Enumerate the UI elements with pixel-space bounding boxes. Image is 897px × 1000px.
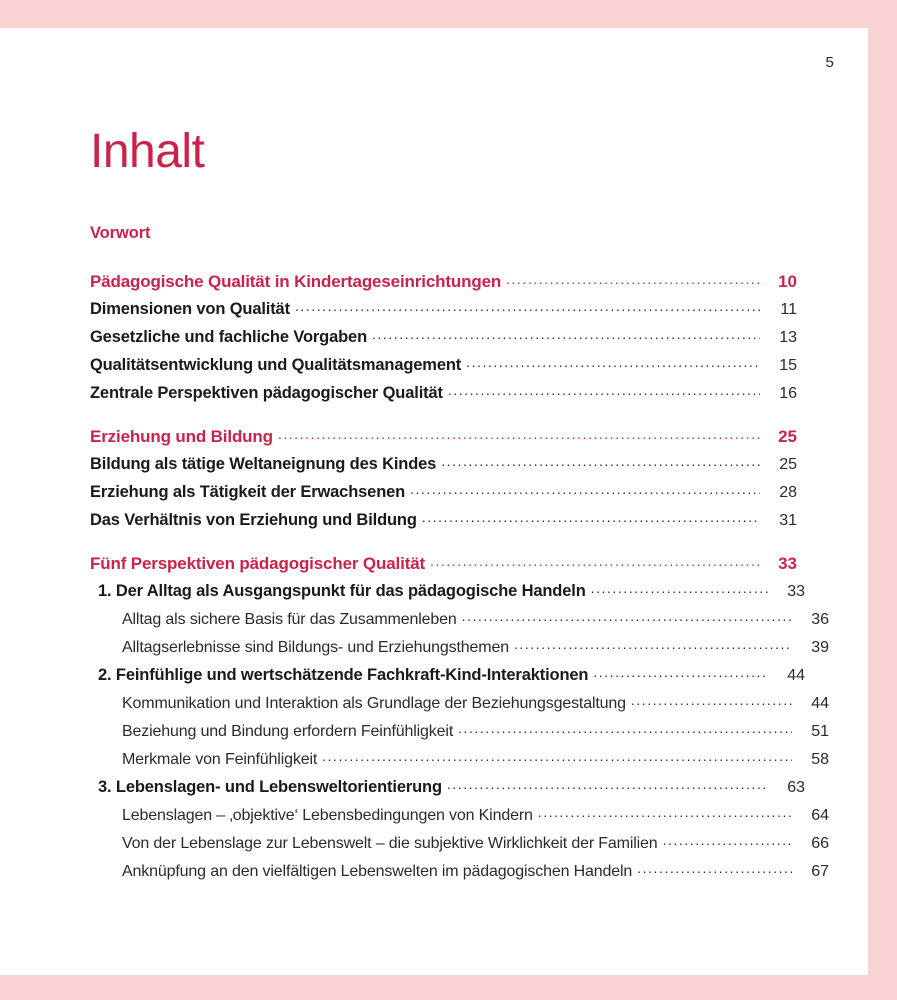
toc-entry[interactable]	[90, 748, 829, 768]
page-frame-bottom-band	[0, 975, 897, 1000]
toc-entry-page-number: 66	[811, 835, 829, 852]
toc-entry-label: Fünf Perspektiven pädagogischer Qualität	[90, 554, 426, 573]
toc-entry[interactable]	[90, 580, 805, 600]
toc-entry-label: Von der Lebenslage zur Lebenswelt – die subjektive Wirklichkeit der Familien	[122, 835, 658, 852]
toc-entry-page-number: 63	[787, 779, 805, 796]
toc-entry[interactable]	[90, 354, 797, 374]
toc-leader-dots	[466, 354, 760, 370]
toc-entry-page-number: 51	[811, 723, 829, 740]
toc-entry[interactable]	[90, 664, 805, 684]
toc-entry[interactable]	[90, 298, 797, 318]
page-number: 5	[825, 54, 834, 71]
toc-leader-dots	[322, 748, 792, 764]
toc-entry[interactable]	[90, 271, 797, 290]
toc-entry-label: Qualitätsentwicklung und Qualitätsmanagement	[90, 356, 462, 374]
toc-leader-dots	[514, 636, 792, 652]
toc-entry-label: Alltag als sichere Basis für das Zusammenleben	[122, 611, 457, 628]
toc-entry-label: Erziehung als Tätigkeit der Erwachsenen	[90, 483, 406, 501]
toc-entry[interactable]	[90, 776, 805, 796]
toc-entry-label: 2. Feinfühlige und wertschätzende Fachkraft-Kind-Interaktionen	[98, 666, 589, 684]
toc-entry-page-number: 64	[811, 807, 829, 824]
toc-leader-dots	[447, 776, 768, 792]
toc-leader-dots	[448, 382, 760, 398]
page-frame-top-band	[0, 0, 897, 28]
toc-leader-dots	[430, 553, 760, 569]
page-title: Inhalt	[90, 125, 205, 178]
toc-entry[interactable]	[90, 832, 829, 852]
toc-leader-dots	[591, 580, 768, 596]
page-frame-right-band	[868, 28, 897, 975]
toc-list	[90, 271, 829, 880]
toc-group	[90, 426, 797, 529]
toc-entry-label: 3. Lebenslagen- und Lebensweltorientierung	[98, 778, 442, 796]
toc-entry-label: Kommunikation und Interaktion als Grundlage der Beziehungsgestaltung	[122, 695, 626, 712]
toc-entry[interactable]	[90, 720, 829, 740]
toc-leader-dots	[593, 664, 768, 680]
toc-entry[interactable]	[90, 326, 797, 346]
page-body	[0, 28, 868, 975]
toc-entry[interactable]	[90, 426, 797, 445]
toc-entry-label: Beziehung und Bindung erfordern Feinfühligkeit	[122, 723, 454, 740]
toc-entry[interactable]	[90, 608, 829, 628]
toc-entry[interactable]	[90, 553, 797, 572]
toc-entry-label: Das Verhältnis von Erziehung und Bildung	[90, 511, 417, 529]
toc-leader-dots	[538, 804, 792, 820]
toc-entry-label: 1. Der Alltag als Ausgangspunkt für das pädagogische Handeln	[98, 582, 586, 600]
toc-entry-label: Bildung als tätige Weltaneignung des Kindes	[90, 455, 437, 473]
toc-entry-page-number: 25	[779, 456, 797, 473]
toc-entry-label: Anknüpfung an den vielfältigen Lebenswelten im pädagogischen Handeln	[122, 863, 633, 880]
toc-entry-page-number: 10	[778, 272, 797, 291]
toc-leader-dots	[663, 832, 792, 848]
toc-entry[interactable]	[90, 804, 829, 824]
toc-entry-page-number: 36	[811, 611, 829, 628]
toc-leader-dots	[372, 326, 760, 342]
toc-leader-dots	[506, 271, 760, 287]
toc-entry-page-number: 28	[779, 484, 797, 501]
toc-entry-label: Alltagserlebnisse sind Bildungs- und Erziehungsthemen	[122, 639, 509, 656]
toc-entry[interactable]	[90, 481, 797, 501]
toc-leader-dots	[458, 720, 792, 736]
toc-entry-label: Dimensionen von Qualität	[90, 300, 290, 318]
toc-entry-label: Zentrale Perspektiven pädagogischer Qualität	[90, 384, 443, 402]
toc-leader-dots	[278, 426, 760, 442]
toc-entry-label: Pädagogische Qualität in Kindertageseinrichtungen	[90, 272, 502, 291]
toc-entry-label: Lebenslagen – ‚objektive‘ Lebensbedingungen von Kindern	[122, 807, 533, 824]
toc-entry-page-number: 31	[779, 512, 797, 529]
toc-entry-page-number: 33	[778, 554, 797, 573]
toc-entry-page-number: 44	[811, 695, 829, 712]
toc-entry-page-number: 58	[811, 751, 829, 768]
toc-leader-dots	[637, 860, 792, 876]
toc-entry[interactable]	[90, 860, 829, 880]
toc-leader-dots	[295, 298, 760, 314]
toc-entry-page-number: 15	[779, 357, 797, 374]
toc-leader-dots	[441, 453, 760, 469]
toc-entry[interactable]	[90, 382, 797, 402]
toc-leader-dots	[410, 481, 760, 497]
toc-entry-page-number: 67	[811, 863, 829, 880]
toc-content	[90, 125, 829, 880]
toc-entry-page-number: 11	[780, 301, 797, 318]
toc-entry-page-number: 33	[787, 583, 805, 600]
toc-group	[90, 271, 797, 402]
toc-entry-page-number: 39	[811, 639, 829, 656]
toc-entry-page-number: 13	[779, 329, 797, 346]
toc-entry-vorwort[interactable]: Vorwort	[90, 224, 151, 242]
toc-group	[90, 553, 829, 880]
toc-entry-label: Merkmale von Feinfühligkeit	[122, 751, 318, 768]
toc-entry[interactable]	[90, 692, 829, 712]
toc-leader-dots	[631, 692, 792, 708]
toc-entry[interactable]	[90, 453, 797, 473]
toc-entry-page-number: 44	[787, 667, 805, 684]
toc-entry-label: Gesetzliche und fachliche Vorgaben	[90, 328, 367, 346]
toc-entry[interactable]	[90, 509, 797, 529]
toc-entry-page-number: 16	[779, 385, 797, 402]
toc-leader-dots	[422, 509, 760, 525]
toc-entry-page-number: 25	[778, 427, 797, 446]
toc-entry-label: Erziehung und Bildung	[90, 427, 273, 446]
toc-entry[interactable]	[90, 636, 829, 656]
toc-leader-dots	[462, 608, 792, 624]
